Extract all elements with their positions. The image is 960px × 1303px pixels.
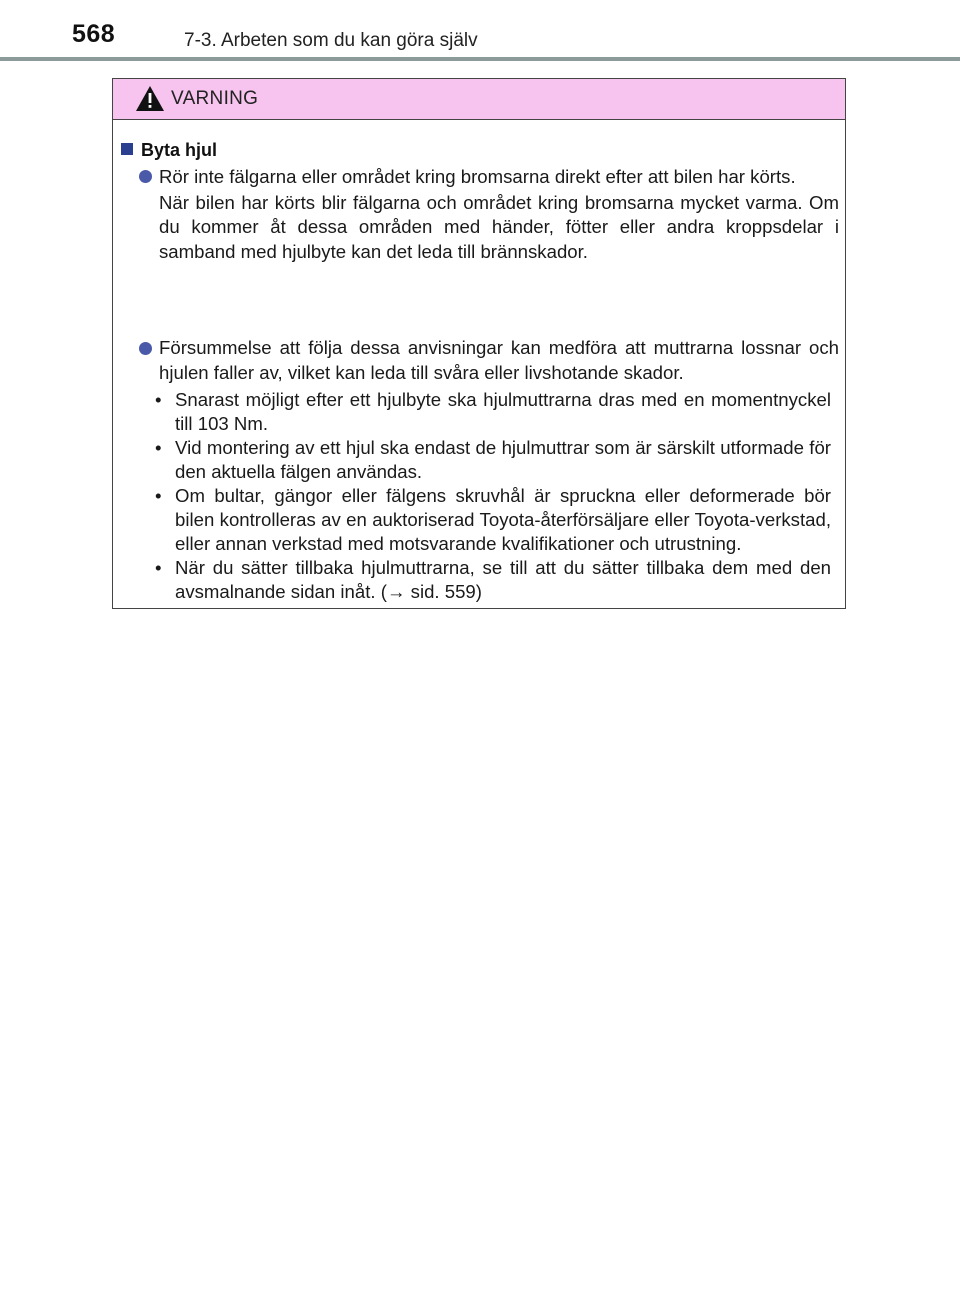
bullet-char: • (155, 485, 162, 506)
square-bullet-icon (121, 143, 133, 155)
header-divider (0, 57, 960, 61)
page-number: 568 (72, 20, 116, 48)
list-item-text: När du sätter tillbaka hjulmuttrarna, se till att du sätter tillbaka dem med den avsmalnande sidan inåt. (→ sid. 559) (175, 557, 831, 602)
list-item (155, 556, 831, 604)
bullet-char: • (155, 557, 162, 578)
section-title: 7-3. Arbeten som du kan göra själv (184, 30, 478, 51)
list-item-text: Vid montering av ett hjul ska endast de hjulmuttrar som är särskilt utformade för den aktuella fälgen användas. (175, 437, 831, 482)
bullet-char: • (155, 437, 162, 458)
bullet-list (155, 388, 831, 604)
list-item-text: Snarast möjligt efter ett hjulbyte ska hjulmuttrarna dras med en momentnyckel till 103 Nm. (175, 389, 831, 434)
subheading (121, 140, 217, 161)
list-item (155, 484, 831, 556)
circle-bullet-icon (139, 170, 152, 183)
subheading-text: Byta hjul (141, 140, 218, 160)
list-item (155, 436, 831, 484)
bullet-char: • (155, 389, 162, 410)
warning-triangle-icon (135, 85, 165, 112)
warning-item-text: När bilen har körts blir fälgarna och området kring bromsarna mycket varma. Om du kommer åt dessa områden med händer, fötter eller andra kroppsdelar i samband med hjulbyte kan det leda till brännskador. (159, 191, 839, 262)
warning-header (113, 79, 845, 120)
warning-item-text: Försummelse att följa dessa anvisningar kan medföra att muttrarna lossnar och hjulen faller av, vilket kan leda till svåra eller livshotande skador. (159, 337, 839, 383)
warning-item (159, 336, 839, 385)
warning-title: VARNING (171, 88, 259, 109)
warning-item (159, 165, 839, 264)
warning-box (112, 78, 846, 609)
list-item-text: Om bultar, gängor eller fälgens skruvhål är spruckna eller deformerade bör bilen kontrolleras av en auktoriserad Toyota-återförsäljare eller Toyota-verkstad, eller annan verkstad med motsvarande kvalifikationer och utrustning. (175, 485, 831, 554)
list-item (155, 388, 831, 436)
page-header (0, 0, 960, 62)
warning-item-text: Rör inte fälgarna eller området kring bromsarna direkt efter att bilen har körts. (159, 166, 796, 187)
circle-bullet-icon (139, 342, 152, 355)
